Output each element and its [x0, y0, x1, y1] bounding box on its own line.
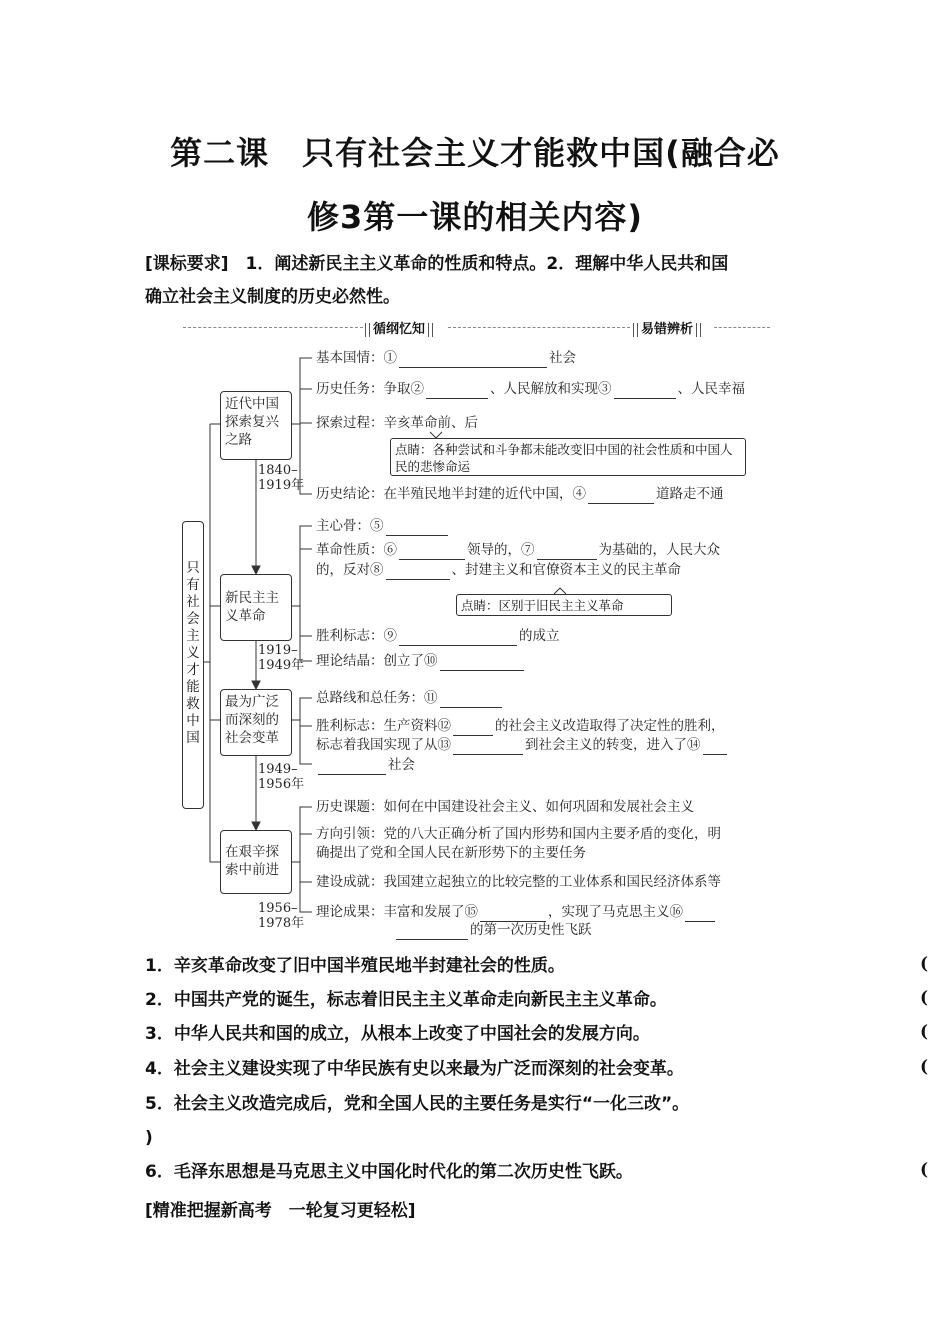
- root-char: 能: [186, 679, 200, 695]
- years-1840-1919: 1840– 1919年: [258, 463, 305, 493]
- root-char: 社: [186, 594, 200, 610]
- g1-l1a: 基本国情：①: [316, 350, 397, 366]
- g3-l2b: 的社会主义改造取得了决定性的胜利，: [495, 718, 725, 734]
- g3-l3a: 标志着我国实现了从⑬: [316, 737, 451, 753]
- g2-victory-sign: [316, 627, 560, 646]
- question-3: 3．中华人民共和国的成立，从根本上改变了中国社会的发展方向。: [145, 1024, 650, 1044]
- blank-10: [440, 656, 524, 671]
- root-char: 才: [186, 662, 200, 678]
- blank-14: [703, 740, 727, 755]
- g1-l4a: 历史结论：在半殖民地半封建的近代中国，④: [316, 486, 586, 502]
- g4-l5b: ，实现了马克思主义⑯: [548, 904, 683, 920]
- g1-l1b: 社会: [549, 350, 576, 366]
- g2-l2a: 革命性质：⑥: [316, 542, 397, 558]
- g2-l4a: 胜利标志：⑨: [316, 628, 397, 644]
- blank-11: [440, 693, 502, 708]
- g1-basic-conditions: [316, 349, 576, 368]
- question-2: 2．中国共产党的诞生，标志着旧民主主义革命走向新民主主义革命。: [145, 990, 667, 1010]
- section-tag-outline: 循纲忆知: [362, 318, 436, 337]
- blank-15: [480, 907, 546, 922]
- g3-society: [316, 756, 415, 775]
- root-char: 主: [186, 628, 200, 644]
- blank-12: [453, 721, 493, 736]
- page-title-line-1: 第二课 只有社会主义才能救中国(融合必: [170, 134, 780, 172]
- answer-paren-5[interactable]: ): [145, 1128, 153, 1148]
- question-4: 4．社会主义建设实现了中华民族有史以来最为广泛而深刻的社会变革。: [145, 1059, 684, 1079]
- g3-general-line: [316, 689, 504, 708]
- root-char: 救: [186, 696, 200, 712]
- g2-l1: 主心骨：⑤: [316, 518, 384, 534]
- g2-l3b: 、封建主义和官僚资本主义的民主革命: [451, 562, 681, 578]
- blank-13: [453, 740, 523, 755]
- g2-l5: 理论结晶：创立了⑩: [316, 653, 438, 669]
- question-6: 6．毛泽东思想是马克思主义中国化时代化的第二次历史性飞跃。: [145, 1162, 633, 1182]
- page-title-line-2: 修3第一课的相关内容): [307, 198, 643, 236]
- g3-l2a: 胜利标志：生产资料⑫: [316, 718, 451, 734]
- g1-historical-task: [316, 380, 745, 399]
- question-1: 1．辛亥革命改变了旧中国半殖民地半封建社会的性质。: [145, 956, 565, 976]
- blank-1: [399, 353, 547, 368]
- divider-right: [714, 327, 770, 328]
- g1-note: 点睛：各种尝试和斗争都未能改变旧中国的社会性质和中国人民的悲惨命运: [390, 438, 746, 476]
- blank-16-cont: [396, 925, 468, 940]
- g2-note: 点睛：区别于旧民主主义革命: [456, 594, 672, 616]
- g3-l1: 总路线和总任务：⑪: [316, 690, 438, 706]
- footer-slogan: [精准把握新高考 一轮复习更轻松]: [145, 1201, 416, 1221]
- g4-historical-topic: 历史课题：如何在中国建设社会主义、如何巩固和发展社会主义: [316, 799, 694, 815]
- g2-backbone: [316, 517, 450, 536]
- g4-l5a: 理论成果：丰富和发展了⑮: [316, 904, 478, 920]
- blank-2: [426, 384, 488, 399]
- g3-transition: [316, 736, 729, 755]
- node-arduous-exploration: 在艰辛探索中前进: [220, 830, 292, 894]
- blank-9: [399, 631, 517, 646]
- years-1919-1949: 1919– 1949年: [258, 643, 305, 673]
- answer-paren-1[interactable]: (: [920, 954, 929, 974]
- g2-l4b: 的成立: [519, 628, 560, 644]
- g2-revolution-nature: [316, 541, 720, 560]
- blank-6: [399, 545, 465, 560]
- answer-paren-4[interactable]: (: [920, 1057, 929, 1077]
- years-1949-1956: 1949– 1956年: [258, 762, 305, 792]
- root-char: 中: [186, 713, 200, 729]
- blank-16: [685, 907, 715, 922]
- mindmap-root: [182, 521, 204, 809]
- root-char: 会: [186, 611, 200, 627]
- node-modern-china: 近代中国探索复兴之路: [220, 391, 292, 460]
- g4-l6: 的第一次历史性飞跃: [470, 922, 592, 938]
- g2-l2b: 领导的，⑦: [467, 542, 535, 558]
- root-char: 国: [186, 730, 200, 746]
- g1-l2b: 、人民解放和实现③: [490, 381, 612, 397]
- g1-l2c: 、人民幸福: [677, 381, 745, 397]
- g4-theory: [316, 903, 717, 922]
- g2-revolution-nature-cont: [316, 561, 681, 580]
- answer-paren-6[interactable]: (: [920, 1160, 929, 1180]
- requirements-line-2: 确立社会主义制度的历史必然性。: [145, 287, 400, 307]
- curriculum-requirements: [145, 248, 815, 314]
- g3-victory-sign: [316, 717, 725, 736]
- blank-14-cont: [318, 760, 386, 775]
- blank-7: [537, 545, 597, 560]
- node-new-democratic-revolution: 新民主主义革命: [220, 574, 292, 641]
- root-char: 只: [186, 560, 200, 576]
- g2-theory: [316, 652, 526, 671]
- blank-3: [614, 384, 676, 399]
- g4-direction-cont: 确提出了党和全国人民在新形势下的主要任务: [316, 845, 586, 861]
- g4-direction: 方向引领：党的八大正确分析了国内形势和国内主要矛盾的变化，明: [316, 826, 721, 842]
- question-5: 5．社会主义改造完成后，党和全国人民的主要任务是实行“一化三改”。: [145, 1094, 690, 1114]
- g3-l3b: 到社会主义的转变，进入了⑭: [525, 737, 701, 753]
- divider-middle: [448, 327, 630, 328]
- blank-5: [386, 521, 448, 536]
- years-1956-1978: 1956– 1978年: [258, 901, 305, 931]
- g2-l2c: 为基础的，人民大众: [598, 542, 720, 558]
- node-social-transformation: 最为广泛而深刻的社会变革: [220, 689, 292, 756]
- section-tag-errors: 易错辨析: [630, 318, 704, 337]
- g3-l4: 社会: [388, 757, 415, 773]
- answer-paren-3[interactable]: (: [920, 1022, 929, 1042]
- blank-4: [588, 489, 654, 504]
- answer-paren-2[interactable]: (: [920, 988, 929, 1008]
- divider-left: [183, 327, 363, 328]
- g1-l2a: 历史任务：争取②: [316, 381, 424, 397]
- blank-8: [386, 565, 450, 580]
- g1-exploration-process: 探索过程：辛亥革命前、后: [316, 415, 478, 431]
- root-char: 有: [186, 577, 200, 593]
- root-char: 义: [186, 645, 200, 661]
- g4-theory-cont: [394, 921, 592, 940]
- g4-achievements: 建设成就：我国建立起独立的比较完整的工业体系和国民经济体系等: [316, 874, 721, 890]
- requirements-line-1: [课标要求] 1．阐述新民主主义革命的性质和特点。2．理解中华人民共和国: [145, 254, 729, 274]
- g2-l3a: 的，反对⑧: [316, 562, 384, 578]
- g1-conclusion: [316, 485, 724, 504]
- g1-l4b: 道路走不通: [656, 486, 724, 502]
